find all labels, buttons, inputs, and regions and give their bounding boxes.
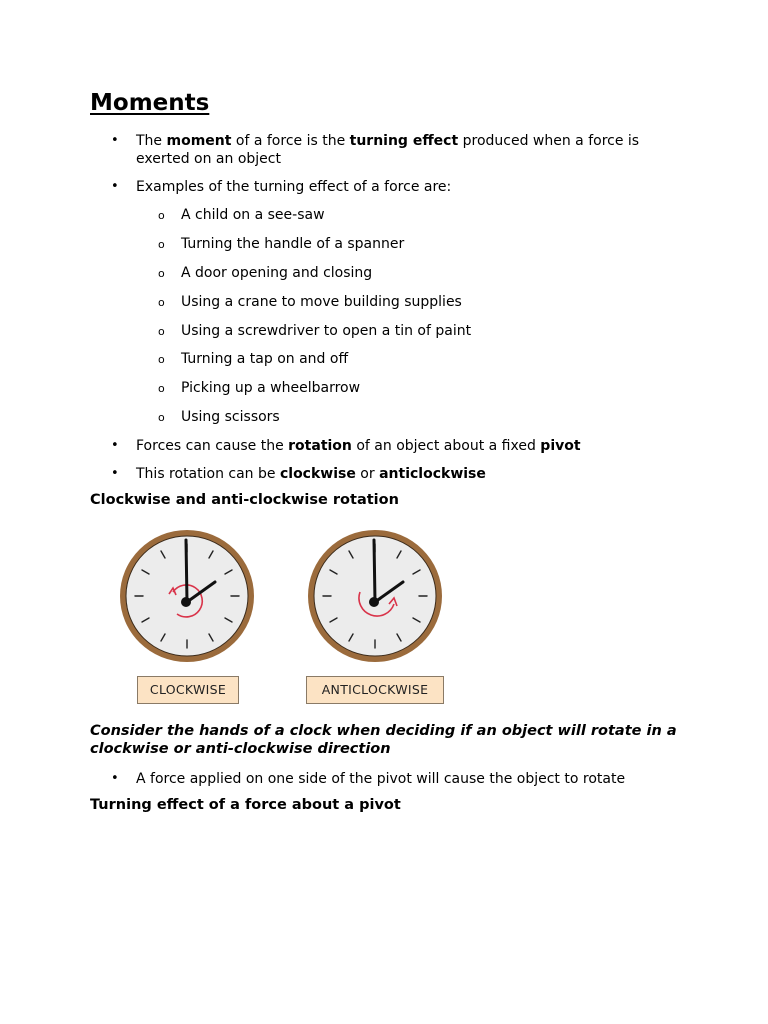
anticlockwise-clock [308, 530, 442, 662]
list-item: • Examples of the turning effect of a force are: [136, 178, 656, 196]
page-title: Moments [90, 90, 210, 116]
sub-list-item: o Using a screwdriver to open a tin of paint [181, 322, 471, 340]
minute-hand [186, 540, 187, 602]
minute-hand [374, 540, 375, 602]
sub-list-item: o Turning a tap on and off [181, 350, 348, 368]
clockwise-label: CLOCKWISE [137, 676, 239, 704]
sub-list-item: o A child on a see-saw [181, 206, 325, 224]
section-heading: Clockwise and anti-clockwise rotation [90, 492, 399, 508]
sub-list-item: o Using a crane to move building supplies [181, 293, 462, 311]
anticlockwise-label: ANTICLOCKWISE [306, 676, 444, 704]
sub-list-item: o A door opening and closing [181, 264, 372, 282]
list-item: • A force applied on one side of the pivot will cause the object to rotate [136, 770, 656, 788]
clock-figure [110, 522, 460, 712]
figure-caption: Consider the hands of a clock when deciding if an object will rotate in a clockwise or anti-clockwise direction [90, 723, 677, 757]
clockwise-clock [120, 530, 254, 662]
bold-term: rotation [288, 438, 352, 454]
list-item: • This rotation can be clockwise or anticlockwise [136, 465, 656, 483]
bold-term: pivot [540, 438, 581, 454]
sub-list-item: o Picking up a wheelbarrow [181, 379, 360, 397]
bold-term: anticlockwise [379, 466, 486, 482]
bold-term: turning effect [349, 133, 459, 149]
list-item: • Forces can cause the rotation of an object about a fixed pivot [136, 437, 656, 455]
list-item: • The moment of a force is the turning effect produced when a force is exerted on an object [136, 132, 656, 168]
bold-term: clockwise [279, 466, 356, 482]
clock-centre [181, 597, 191, 607]
clock-centre [369, 597, 379, 607]
sub-list-item: o Turning the handle of a spanner [181, 235, 404, 253]
section-heading: Turning effect of a force about a pivot [90, 797, 401, 813]
sub-list-item: o Using scissors [181, 408, 280, 426]
bold-term: moment [166, 133, 232, 149]
